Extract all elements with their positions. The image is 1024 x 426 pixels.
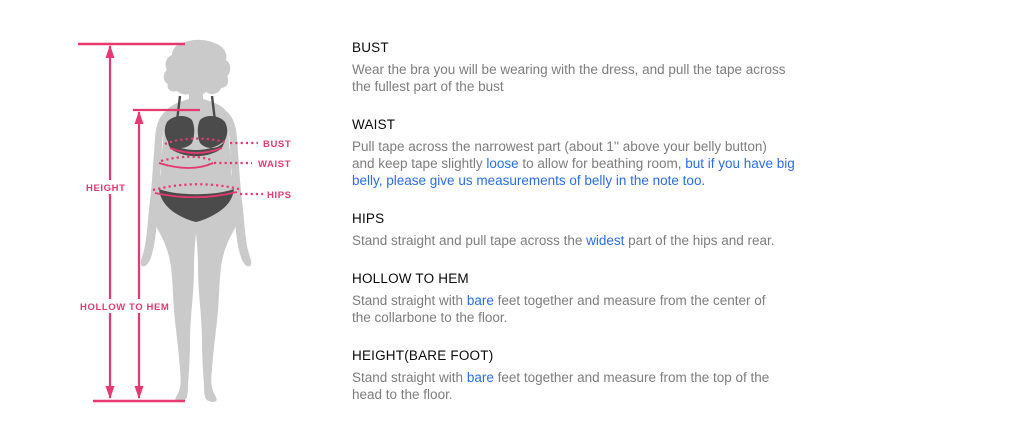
section-title: HEIGHT(BARE FOOT) [352, 348, 494, 363]
text-segment: Stand straight with [352, 370, 467, 385]
hollow-to-hem-label: HOLLOW TO HEM [80, 302, 170, 313]
text-segment: the fullest part of the bust [352, 79, 504, 94]
height-label: HEIGHT [86, 183, 126, 194]
text-segment: head to the floor. [352, 387, 453, 402]
highlight-segment: widest [586, 233, 625, 248]
text-segment: to allow for beathing room, [518, 156, 686, 171]
instruction-line [352, 369, 892, 386]
text-segment: Wear the bra you will be wearing with the dress, and pull the tape across [352, 62, 786, 77]
instruction-line [352, 292, 892, 309]
section-height-bare-foot [352, 347, 892, 403]
body-measurement-diagram [0, 0, 340, 426]
waist-label: WAIST [258, 159, 292, 170]
section-waist [352, 116, 892, 189]
instruction-line [352, 172, 892, 189]
instruction-line [352, 232, 892, 249]
text-segment: feet together and measure from the top of the [493, 370, 770, 385]
section-title: HOLLOW TO HEM [352, 271, 469, 286]
section-hollow-to-hem [352, 270, 892, 326]
highlight-segment: bare [466, 293, 494, 308]
highlight-segment: but if you have big [685, 156, 795, 171]
instruction-line [352, 155, 892, 172]
hollow-arrow-down [135, 386, 144, 399]
section-title: HIPS [352, 211, 385, 226]
text-segment: and keep tape slightly [352, 156, 487, 171]
text-segment: feet together and measure from the center of [493, 293, 766, 308]
instruction-line [352, 309, 892, 326]
height-arrow-up [106, 45, 115, 58]
hips-label: HIPS [267, 190, 292, 201]
section-title: BUST [352, 40, 389, 55]
height-arrow-down [106, 386, 115, 399]
hollow-arrow-up [135, 111, 144, 124]
text-segment: part of the hips and rear. [624, 233, 775, 248]
bust-label: BUST [263, 139, 292, 150]
highlight-segment: belly, please give us measurements of belly in the note too. [352, 173, 706, 188]
instruction-line [352, 78, 892, 95]
text-segment: Stand straight and pull tape across the [352, 233, 587, 248]
instruction-line [352, 386, 892, 403]
section-bust [352, 39, 892, 95]
highlight-segment: loose [486, 156, 519, 171]
section-title: WAIST [352, 117, 396, 132]
text-segment: Stand straight with [352, 293, 467, 308]
text-segment: the collarbone to the floor. [352, 310, 508, 325]
highlight-segment: bare [466, 370, 494, 385]
measurement-instructions [352, 39, 892, 424]
section-hips [352, 210, 892, 249]
instruction-line [352, 138, 892, 155]
instruction-line [352, 61, 892, 78]
text-segment: Pull tape across the narrowest part (about 1'' above your belly button) [352, 139, 767, 154]
